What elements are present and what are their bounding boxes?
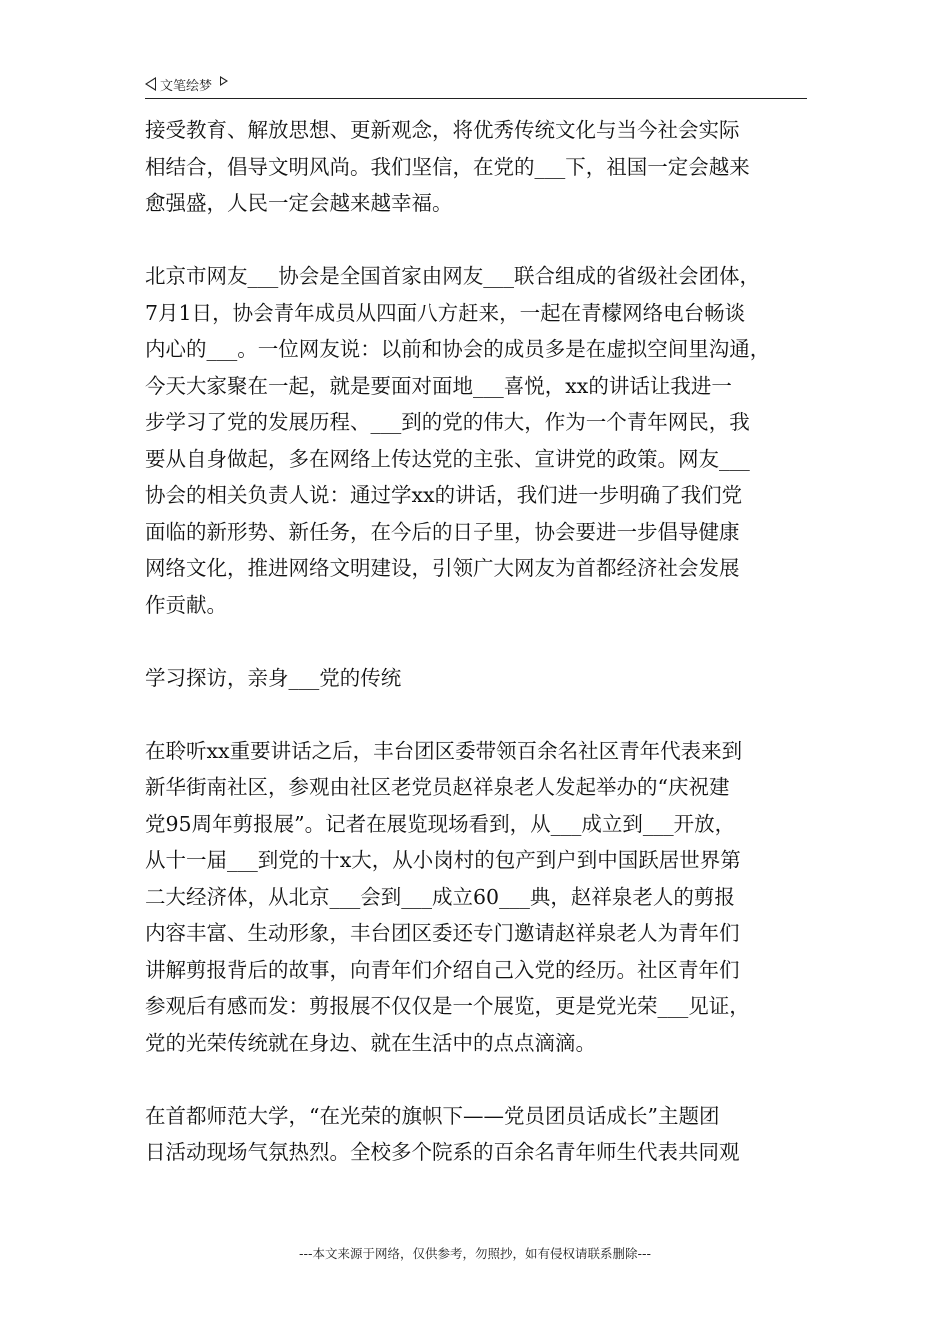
document-body	[145, 112, 811, 1207]
left-triangle-icon	[145, 77, 156, 91]
page-header	[145, 70, 807, 99]
section-heading: 学习探访，亲身___党的传统	[145, 665, 402, 690]
page-footer: ---本文来源于网络，仅供参考，勿照抄，如有侵权请联系删除---	[298, 1246, 652, 1261]
paragraph-1: 接受教育、解放思想、更新观念，将优秀传统文化与当今社会实际 相结合，倡导文明风尚。我们坚信，在党的___下，祖国一定会越来 愈强盛，人民一定会越来越幸福。	[145, 118, 750, 215]
right-triangle-icon	[220, 76, 228, 86]
paragraph-4: 在首都师范大学，“在光荣的旗帜下——党员团员话成长”主题团 日活动现场气氛热烈。全校多个院系的百余名青年师生代表共同观	[145, 1103, 740, 1164]
header-brand: 文笔绘梦	[160, 78, 213, 94]
paragraph-3: 在聆听xx重要讲话之后，丰台团区委带领百余名社区青年代表来到 新华街南社区，参观由社区老党员赵祥泉老人发起举办的“庆祝建 党95周年剪报展”。记者在展览现场看到，从___成立到___开放， 从十一届___到党的十x大，从小岗村的包产到户到中国跃居世界第 二大经济体，从北京___会到___成立60___典，赵祥泉老人的剪报 内容丰富、生动形象，丰台团区委还专门邀请赵祥泉老人为青年们 讲解剪报背后的故事，向青年们介绍自己入党的经历。社区青年们 参观后有感而发：剪报展不仅仅是一个展览，更是党光荣___见证， 党的光荣传统就在身边、就在生活中的点点滴滴。	[145, 738, 750, 1055]
paragraph-2: 北京市网友___协会是全国首家由网友___联合组成的省级社会团体， 7月1日，协会青年成员从四面八方赶来，一起在青檬网络电台畅谈 内心的___。一位网友说：以前和协会的成员多是在虚拟空间里沟通， 今天大家聚在一起，就是要面对面地___喜悦，xx的讲话让我进一 步学习了党的发展历程、___到的党的伟大，作为一个青年网民，我 要从自身做起，多在网络上传达党的主张、宣讲党的政策。网友___ 协会的相关负责人说：通过学xx的讲话，我们进一步明确了我们党 面临的新形势、新任务，在今后的日子里，协会要进一步倡导健康 网络文化，推进网络文明建设，引领广大网友为首都经济社会发展 作贡献。	[145, 264, 771, 617]
